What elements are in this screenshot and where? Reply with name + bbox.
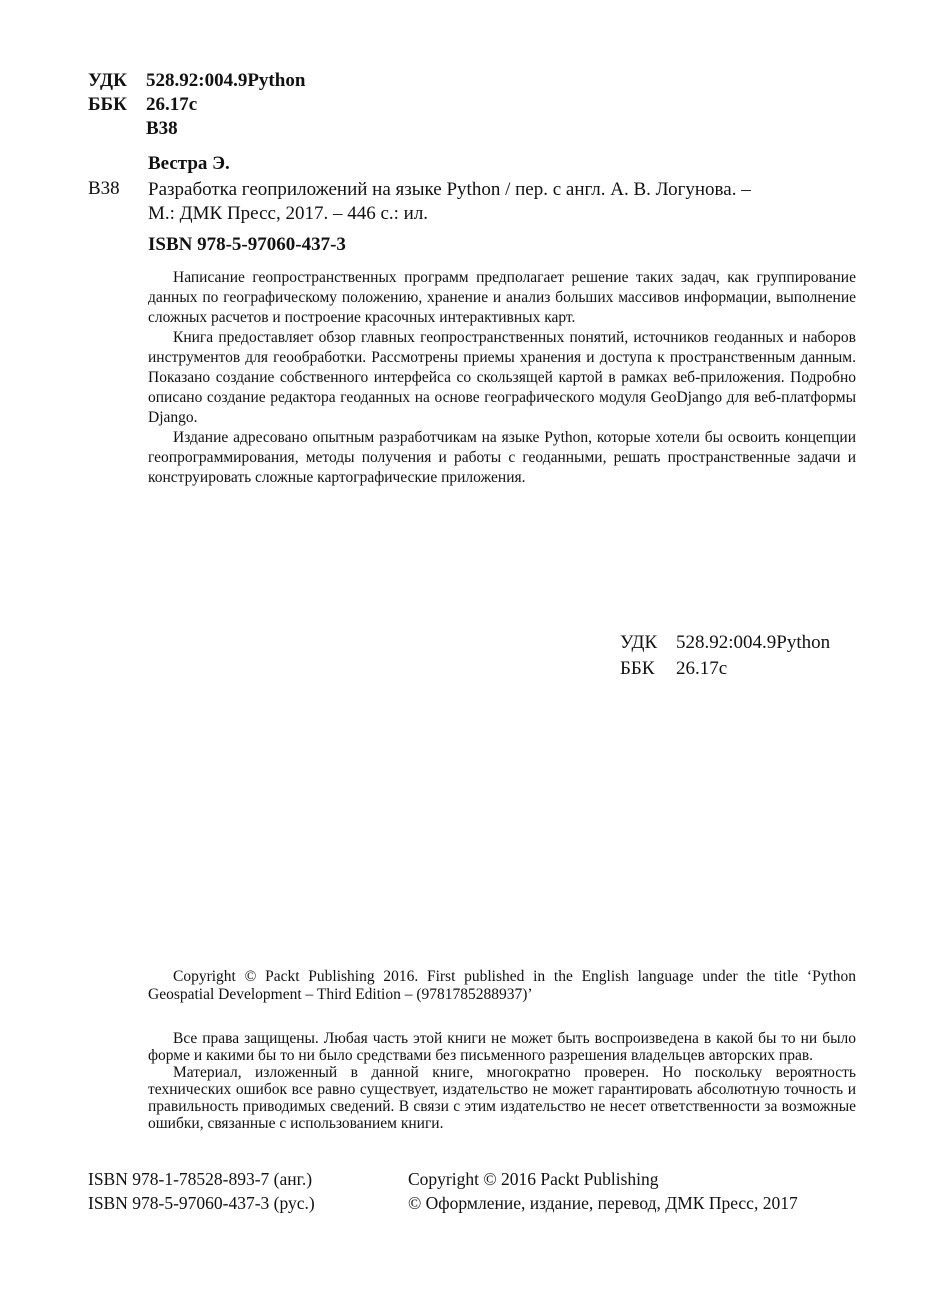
right-classification (620, 630, 830, 682)
copyright-english (148, 968, 856, 1004)
bbk-value: 26.17с (146, 94, 198, 115)
isbn-russian: ISBN 978-5-97060-437-3 (рус.) (88, 1193, 315, 1213)
book-title (148, 178, 858, 226)
copyright-english-text: Copyright © Packt Publishing 2016. First published in the English language under the title ‘Python Geospatial Development – Third Edition – (9781785288937)’ (148, 968, 856, 1003)
copyright-list (408, 1167, 798, 1215)
abstract-paragraph: Издание адресовано опытным разработчикам на языке Python, которые хотели бы освоить концепции геопрограммирования, методы получения и работы с геоданными, решать пространственные задачи и конструировать сложные картографические приложения. (148, 429, 856, 486)
title-line-1: Разработка геоприложений на языке Python / пер. с англ. А. В. Логунова. – (148, 179, 751, 200)
side-code: В38 (88, 178, 120, 199)
rights-notice (148, 1030, 856, 1132)
bbk-label: ББК (88, 94, 127, 115)
udk-value: 528.92:004.9Python (146, 70, 306, 91)
udk-label: УДК (88, 70, 127, 91)
abstract-paragraph: Написание геопространственных программ предполагает решение таких задач, как группирование данных по географическому положению, хранение и анализ больших массивов информации, выполнение сложных расчетов и построение красочных интерактивных карт. (148, 269, 856, 326)
right-udk-label: УДК (620, 632, 658, 653)
copyright-dmk: © Оформление, издание, перевод, ДМК Пресс, 2017 (408, 1193, 798, 1213)
author-name: Вестра Э. (148, 153, 230, 174)
isbn-main: ISBN 978-5-97060-437-3 (148, 234, 346, 255)
rights-paragraph: Материал, изложенный в данной книге, многократно проверен. Но поскольку вероятность технических ошибок все равно существует, издательство не может гарантировать абсолютную точность и правильность приводимых сведений. В связи с этим издательство не несет ответственности за возможные ошибки, связанные с использованием книги. (148, 1064, 856, 1132)
rights-paragraph: Все права защищены. Любая часть этой книги не может быть воспроизведена в какой бы то ни было форме и какими бы то ни было средствами без письменного разрешения владельцев авторских прав. (148, 1030, 856, 1064)
author-code-row (88, 118, 178, 140)
right-bbk-label: ББК (620, 658, 655, 679)
abstract (148, 268, 856, 488)
isbn-list (88, 1167, 315, 1215)
bbk-row (88, 94, 197, 116)
right-udk-value: 528.92:004.9Python (676, 632, 831, 653)
author-code: В38 (146, 118, 178, 139)
title-line-2: М.: ДМК Пресс, 2017. – 446 с.: ил. (148, 203, 429, 224)
abstract-paragraph: Книга предоставляет обзор главных геопространственных понятий, источников геоданных и наборов инструментов для геообработки. Рассмотрены приемы хранения и доступа к пространственным данным. Показано создание собственного интерфейса со скользящей картой в рамках веб-приложения. Подробно описано создание редактора геоданных на основе географического модуля GeoDjango для веб-платформы Django. (148, 329, 856, 426)
copyright-packt: Copyright © 2016 Packt Publishing (408, 1169, 659, 1189)
udk-row (88, 70, 305, 92)
isbn-english: ISBN 978-1-78528-893-7 (анг.) (88, 1169, 313, 1189)
right-bbk-value: 26.17с (676, 658, 728, 679)
